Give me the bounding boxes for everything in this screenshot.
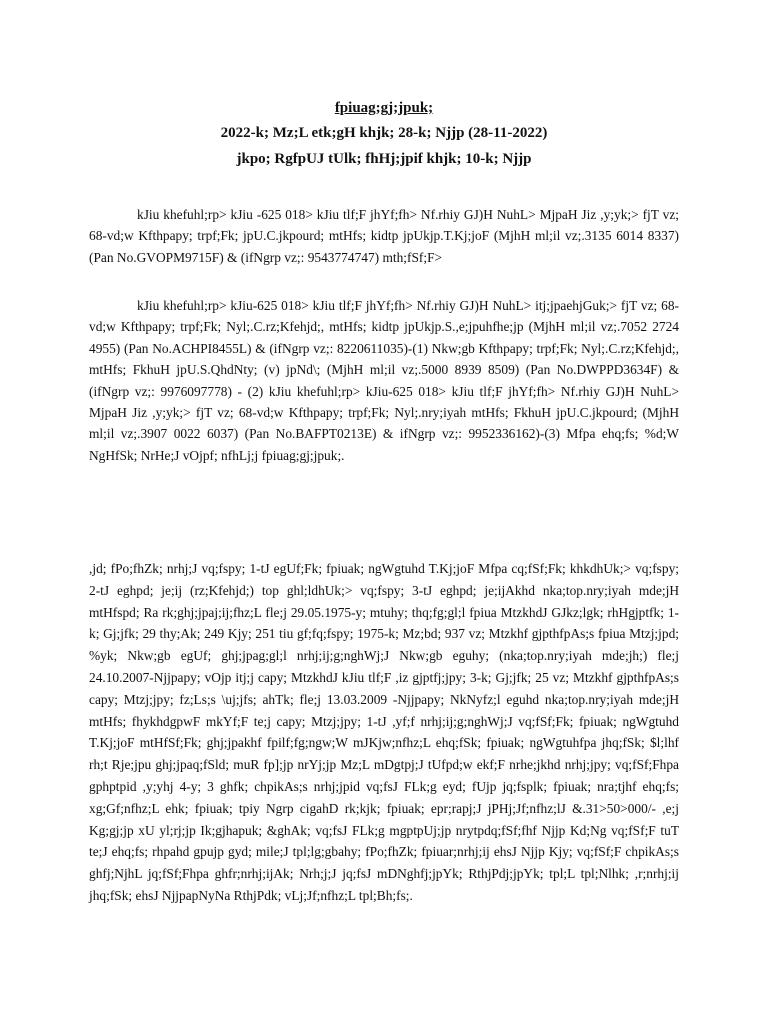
paragraph-2: kJiu khefuhl;rp> kJiu-625 018> kJiu tlf;F jhYf;fh> Nf.rhiy GJ)H NuhL> itj;jpaehjGuk;> fjT vz; 68-vd;w Kfthpapy; trpf;Fk; Nyl;.C.rz;Kfehjd;, mtHfs; kidtp jpUkjp.S.,e;jpuhfhe;jp (MjhH ml;il vz;.7052 2724 4955) (Pan No.ACHPI8455L) & (ifNgrp vz;: 8220611035)-(1) Nkw;gb Kfthpapy; trpf;Fk; Nyl;.C.rz;Kfehjd;, mtHfs; FkhuH jpU.S.QhdNty; (v) jpNd\; (MjhH ml;il vz;.5000 8939 8509) (Pan No.DWPPD3634F) & (ifNgrp vz;: 9976097778) - (2) kJiu khefuhl;rp> kJiu-625 018> kJiu tlf;F jhYf;fh> Nf.rhiy GJ)H NuhL> MjpaH Jiz ,y;yk;> fjT vz; 68-vd;w Kfthpapy; trpf;Fk; Nyl;.nry;iyah mtHfs; FkhuH jpU.C.jkpourd; (MjhH ml;il vz;.3907 0022 6037) (Pan No.BAFPT0213E) & ifNgrp vz;: 9952336162)-(3) Mfpa ehq;fs; %d;W NgHfSk; NrHe;J vOjpf; nfhLj;j fpiuag;gj;jpuk;. — [89, 298, 679, 463]
document-date: 2022-k; Mz;L etk;gH khjk; 28-k; Njjp (28-11-2022) — [220, 125, 548, 141]
paragraph-3: ,jd; fPo;fhZk; nrhj;J vq;fspy; 1-tJ egUf;Fk; fpiuak; ngWgtuhd T.Kj;joF Mfpa cq;fSf;Fk; khkdhUk;> vq;fspy; 2-tJ eghpd; je;ij (rz;Kfehjd;) top ghl;ldhUk;> vq;fspy; 3-tJ eghpd; je;ijAkhd nka;top.nry;iyah mde;jH mtHfspd; Ra rk;ghj;jpaj;ij;fhz;L fle;j 29.05.1975-y; mtuhy; thq;fg;gl;l fpiua MtzkhdJ GJkz;lgk; rhHgjptfk; 1-k; Gj;jfk; 29 thy;Ak; 249 Kjy; 251 tiu gf;fq;fspy; 1975-k; Mz;bd; 937 vz; Mtzkhf gjpthfpAs;s fpiua Mtzj;jpd; %yk; Nkw;gb egUf; ghj;jpag;gl;l nrhj;ij;g;nghWj;J Nkw;gb eguhy; (nka;top.nry;iyah mde;jh;) fle;j 24.10.2007-Njjpapy; vOjp itj;j capy; MtzkhdJ kJiu tlf;F ,iz gjptfj;jpy; 3-k; Gj;jfk; 25 vz; Mtzkhf gjpthfpAs;s capy; Mtzj;jpy; fz;Ls;s \uj;jfs; ahTk; fle;j 13.03.2009 -Njjpapy; NkNyfz;l eguhd nka;top.nry;iyah mde;jH mtHfs; fhykhdgpwF mkYf;F te;j capy; Mtzj;jpy; 1-tJ ,yf;f nrhj;ij;g;nghWj;J vq;fSf;Fk; fpiuak; ngWgtuhd T.Kj;joF mtHfSf;Fk; ghj;jpakhf fpilf;fg;ngw;W mJKjw;nfhz;L ehq;fSk; fpiuak; ngWgtuhfpa jhq;fSk; $l;lhf rh;t Rje;jpu ghj;jpaq;fSld; muR fp];jp nrYj;jp Mz;L mDgtpj;J tUfpd;w ekf;F nrhe;jkhd nrhj;jpy; vq;fSf;Fhpa gphptpid ,y;yhj 4-y; 3 ghfk; chpikAs;s nrhj;jpid vq;fsJ FLk;g eyd; fUjp jq;fsplk; fpiuak; nra;tjhf ehq;fs; xg;Gf;nfhz;L ehk; fpiuak; tpiy Ngrp cigahD rk;kjk; fpiuak; epr;rapj;J jPHj;Jf;nfhz;lJ &.31>50>000/- ,e;j Kg;gj;jp xU yl;rj;jp Ik;gjhapuk; &ghAk; vq;fsJ FLk;g mgptpUj;jp nrytpdq;fSf;fhf Njjp Kd;Ng vq;fSf;F tuT te;J ehq;fs; rhpahd gpujp gyd; mile;J tpl;lg;gbahy; fPo;fhZk; fpiuar;nrhj;ij ehsJ Njjp Kjy; vq;fSf;F chpikAs;s ghfj;NjhL jq;fSf;Fhpa ghfr;nrhj;ijAk; Nrh;j;J jq;fsJ mDNghfj;jpYk; RthjPdj;jpYk; tpl;L tpl;Nlhk; ,r;nrhj;ij jhq;fSk; ehsJ NjjpapNyNa RthjPdk; vLj;Jf;nfhz;L tpl;Bh;fs;. — [89, 561, 679, 903]
document-tamil-date: jkpo; RgfpUJ tUlk; fhHj;jpif khjk; 10-k; Njjp — [236, 151, 532, 167]
paragraph-1: kJiu khefuhl;rp> kJiu -625 018> kJiu tlf;F jhYf;fh> Nf.rhiy GJ)H NuhL> MjpaH Jiz ,y;yk;> fjT vz; 68-vd;w Kfthpapy; trpf;Fk; jpU.C.jkpourd; mtHfs; kidtp jpUkjp.T.Kj;joF (MjhH ml;il vz;.3135 6014 8337) (Pan No.GVOPM9715F) & (ifNgrp vz;: 9543774747) mth;fSf;F> — [89, 207, 679, 265]
document-title: fpiuag;gj;jpuk; — [334, 100, 434, 116]
